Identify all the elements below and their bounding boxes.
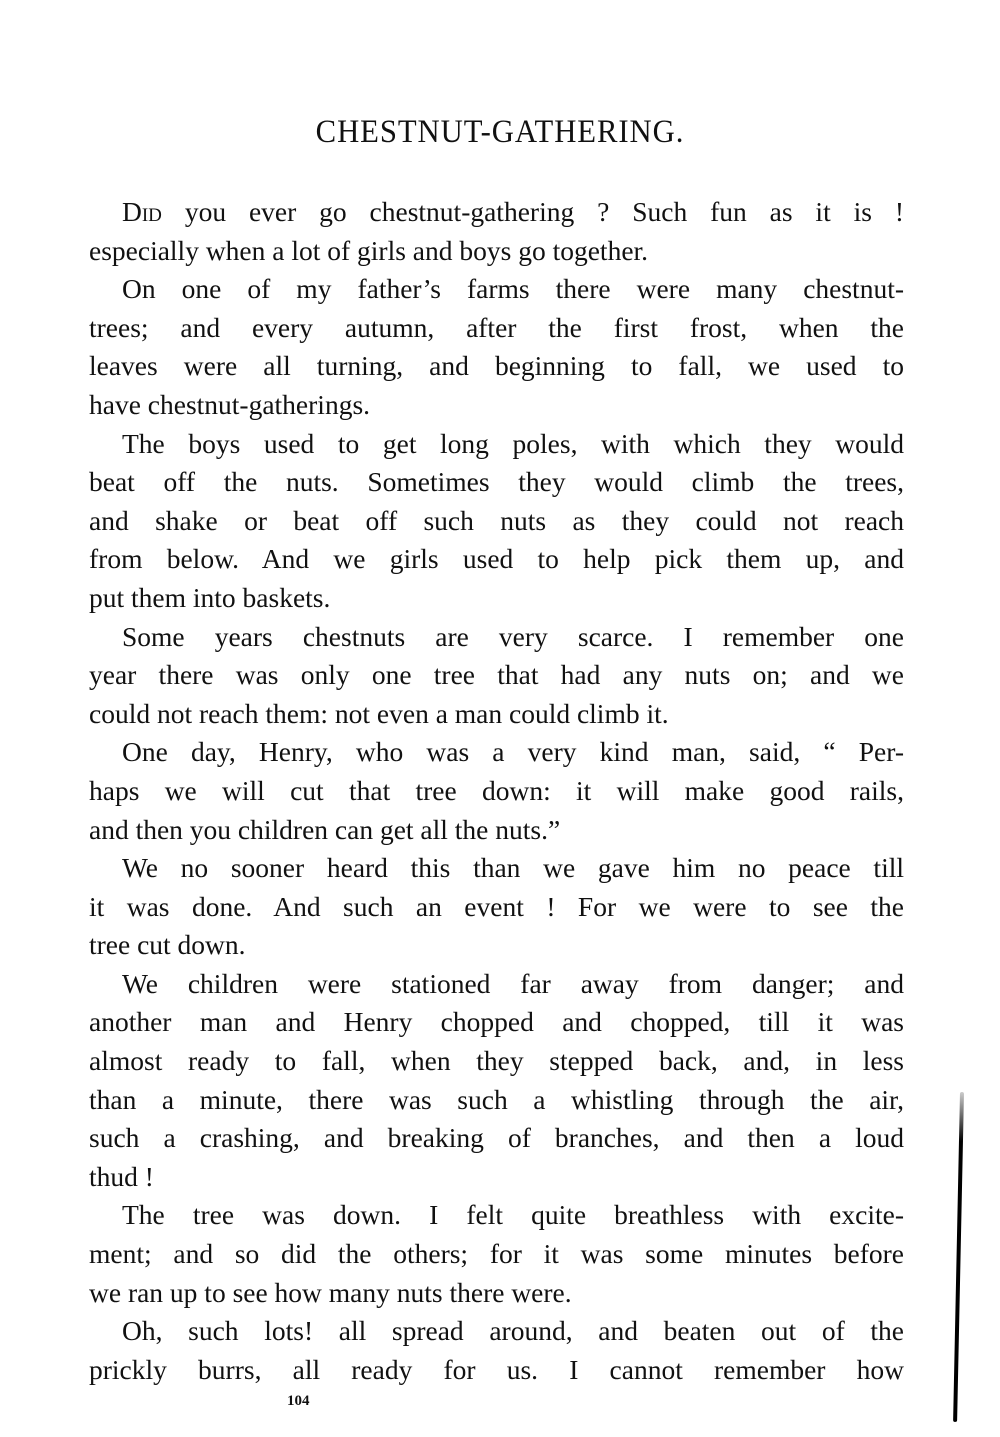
text-line: haps we will cut that tree down: it will make good rails, — [89, 774, 904, 806]
text-line: We children were stationed far away from danger; and — [122, 967, 904, 999]
text-line: One day, Henry, who was a very kind man, said, “ Per- — [122, 736, 904, 768]
line-text: you ever go chestnut-gathering ? Such fun as it is ! — [161, 196, 904, 227]
text-line: from below. And we girls used to help pick them up, and — [89, 543, 904, 575]
text-line: we ran up to see how many nuts there were. — [89, 1276, 572, 1308]
text-line: beat off the nuts. Sometimes they would climb the trees, — [89, 466, 904, 498]
text-line: especially when a lot of girls and boys go together. — [89, 234, 649, 266]
text-line: than a minute, there was such a whistling through the air, — [89, 1083, 904, 1115]
text-line: Some years chestnuts are very scarce. I remember one — [122, 620, 904, 652]
text-line: prickly burrs, all ready for us. I cannot remember how — [89, 1353, 904, 1385]
text-line: Oh, such lots! all spread around, and beaten out of the — [122, 1315, 904, 1347]
text-line — [89, 193, 904, 232]
text-line: put them into baskets. — [89, 581, 331, 613]
text-line: and shake or beat off such nuts as they could not reach — [89, 504, 904, 536]
drop-word: Did — [122, 196, 162, 227]
text-line: it was done. And such an event ! For we were to see the — [89, 890, 904, 922]
text-line: ment; and so did the others; for it was some minutes before — [89, 1238, 904, 1270]
text-line: leaves were all turning, and beginning to fall, we used to — [89, 350, 904, 382]
text-line: We no sooner heard this than we gave him no peace till — [122, 852, 904, 884]
text-line: trees; and every autumn, after the first frost, when the — [89, 311, 904, 343]
text-line: The boys used to get long poles, with which they would — [122, 427, 904, 459]
text-line: almost ready to fall, when they stepped back, and, in less — [89, 1045, 904, 1077]
text-line: tree cut down. — [89, 929, 246, 961]
chapter-title: CHESTNUT-GATHERING. — [315, 114, 685, 150]
text-line: year there was only one tree that had any nuts on; and we — [89, 659, 904, 691]
page-edge-shadow — [953, 1092, 964, 1422]
text-line: could not reach them: not even a man could climb it. — [89, 697, 669, 729]
text-line: have chestnut-gatherings. — [89, 388, 371, 420]
body-text — [89, 193, 904, 1389]
text-line: On one of my father’s farms there were many chestnut- — [122, 273, 904, 305]
text-line: thud ! — [89, 1160, 154, 1192]
text-line: and then you children can get all the nuts.” — [89, 813, 561, 845]
text-line: The tree was down. I felt quite breathless with excite- — [122, 1199, 904, 1231]
text-line: such a crashing, and breaking of branches, and then a loud — [89, 1122, 904, 1154]
page-number: 104 — [287, 1393, 310, 1409]
text-line: another man and Henry chopped and chopped, till it was — [89, 1006, 904, 1038]
